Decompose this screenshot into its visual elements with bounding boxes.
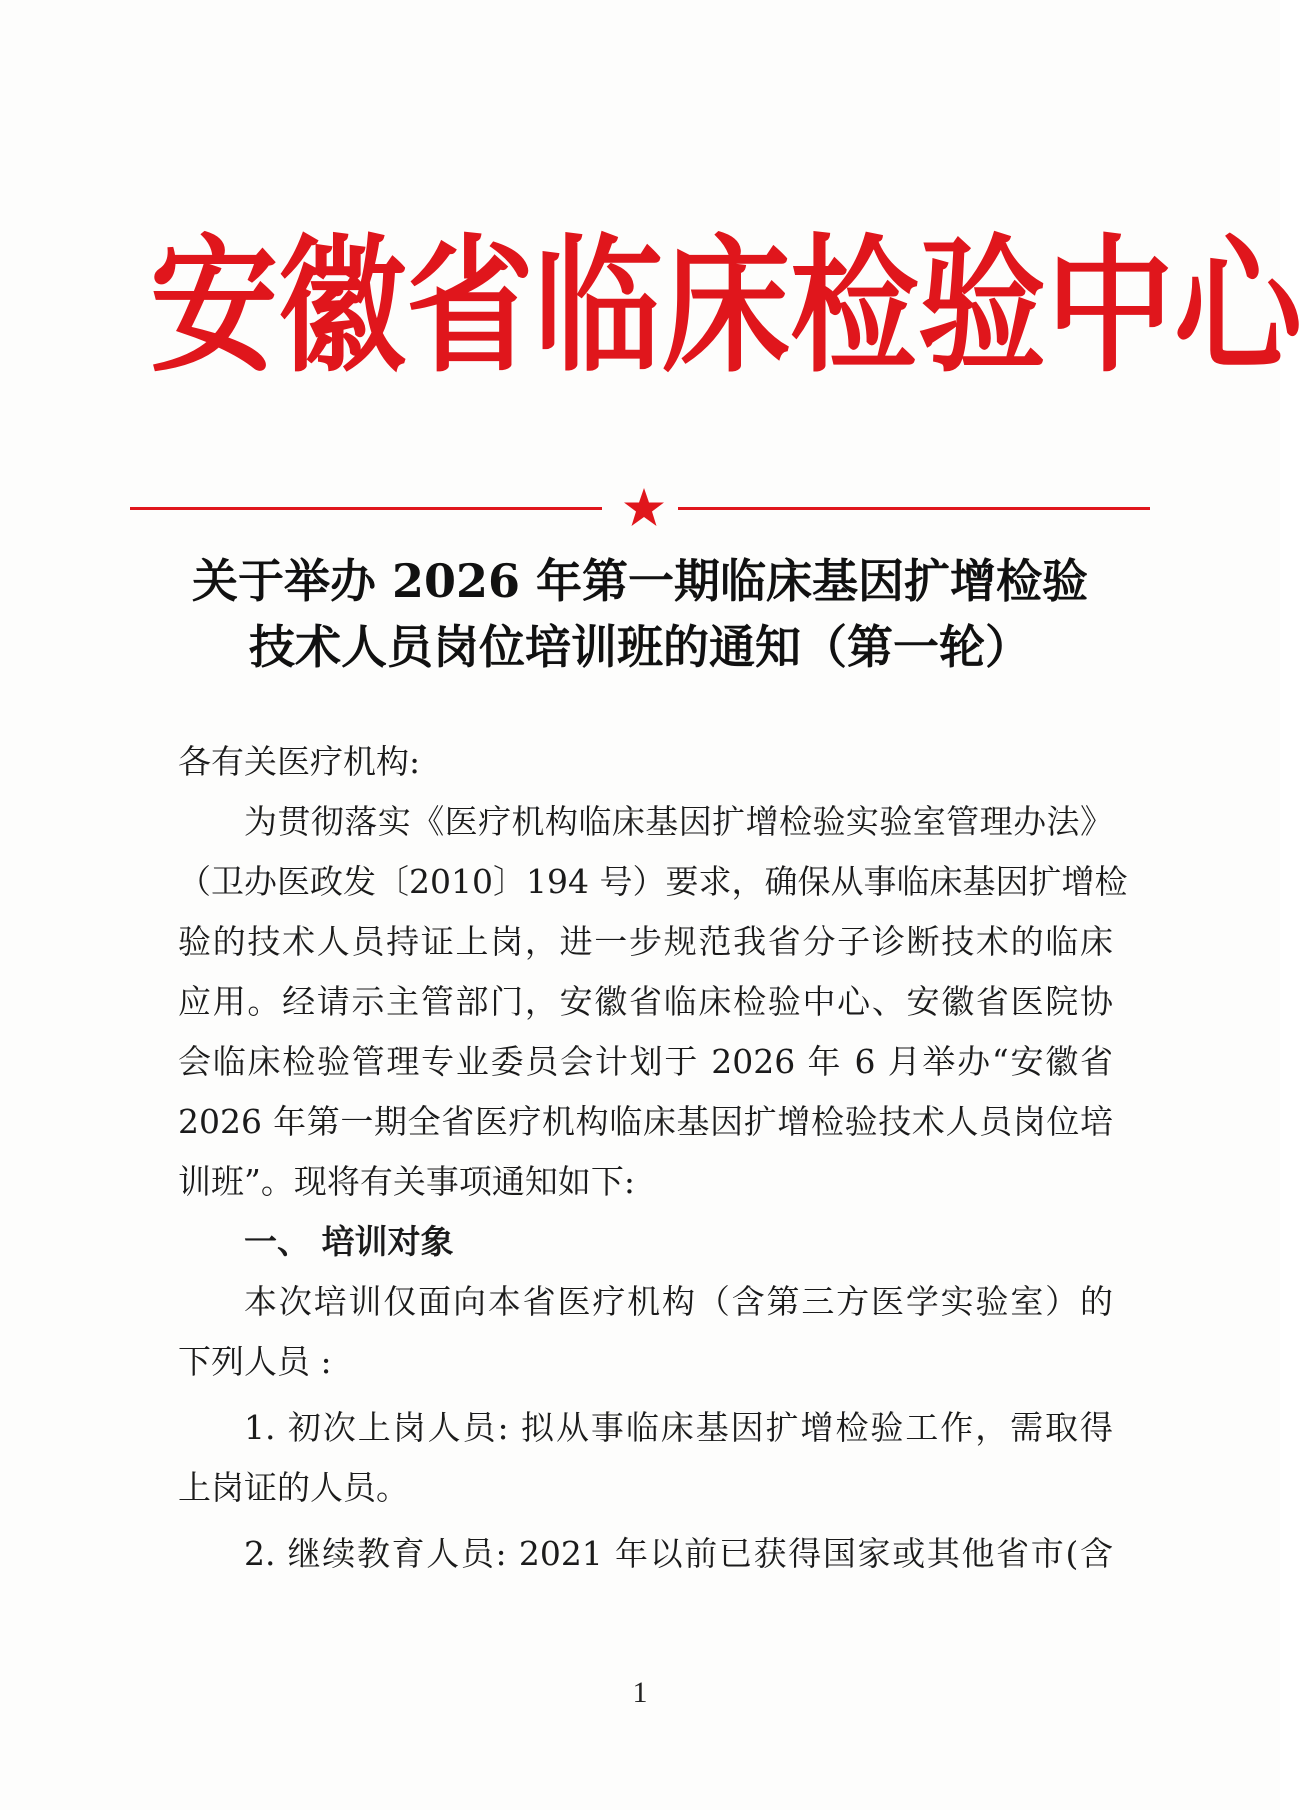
masthead-char: 安	[150, 221, 279, 394]
list-item-line: 2. 继续教育人员: 2021 年以前已获得国家或其他省市(含	[244, 1534, 1113, 1573]
paragraph-line: 验的技术人员持证上岗，进一步规范我省分子诊断技术的临床	[178, 922, 1113, 961]
title-line: 技术人员岗位培训班的通知（第一轮）	[249, 620, 1031, 674]
paragraph-line: 应用。经请示主管部门，安徽省临床检验中心、安徽省医院协	[178, 982, 1113, 1021]
page-number: 1	[632, 1676, 648, 1709]
divider-line-left	[130, 507, 602, 510]
paragraph-line: 为贯彻落实《医疗机构临床基因扩增检验实验室管理办法》	[244, 802, 1113, 841]
masthead-char: 床	[662, 221, 791, 394]
paragraph-line: （卫办医政发〔2010〕194 号）要求，确保从事临床基因扩增检	[178, 862, 1128, 901]
masthead-char: 检	[790, 221, 919, 394]
section-heading: 一、 培训对象	[244, 1222, 454, 1261]
title-line: 关于举办 2026 年第一期临床基因扩增检验	[191, 554, 1089, 608]
paragraph-line: 训班”。现将有关事项通知如下:	[178, 1162, 635, 1201]
masthead-char: 心	[1174, 221, 1302, 394]
divider-line-right	[678, 507, 1150, 510]
list-item-line: 上岗证的人员。	[178, 1468, 409, 1507]
masthead-char: 验	[918, 221, 1047, 394]
paragraph-line: 下列人员 :	[178, 1342, 332, 1381]
paragraph-line: 2026 年第一期全省医疗机构临床基因扩增检验技术人员岗位培	[178, 1102, 1113, 1141]
list-item-line: 1. 初次上岗人员: 拟从事临床基因扩增检验工作，需取得	[244, 1408, 1113, 1447]
salutation: 各有关医疗机构:	[178, 742, 421, 781]
document-title	[150, 548, 1130, 680]
masthead-char: 临	[534, 221, 663, 394]
star-icon	[622, 486, 666, 530]
masthead-char: 省	[406, 221, 535, 394]
paragraph-line: 会临床检验管理专业委员会计划于 2026 年 6 月举办“安徽省	[178, 1042, 1113, 1081]
paragraph-line: 本次培训仅面向本省医疗机构（含第三方医学实验室）的	[244, 1282, 1113, 1321]
document-body	[178, 732, 1128, 1584]
masthead-char: 徽	[278, 221, 407, 394]
red-divider	[130, 488, 1150, 528]
masthead-title	[150, 221, 1302, 394]
masthead-char: 中	[1046, 221, 1175, 394]
